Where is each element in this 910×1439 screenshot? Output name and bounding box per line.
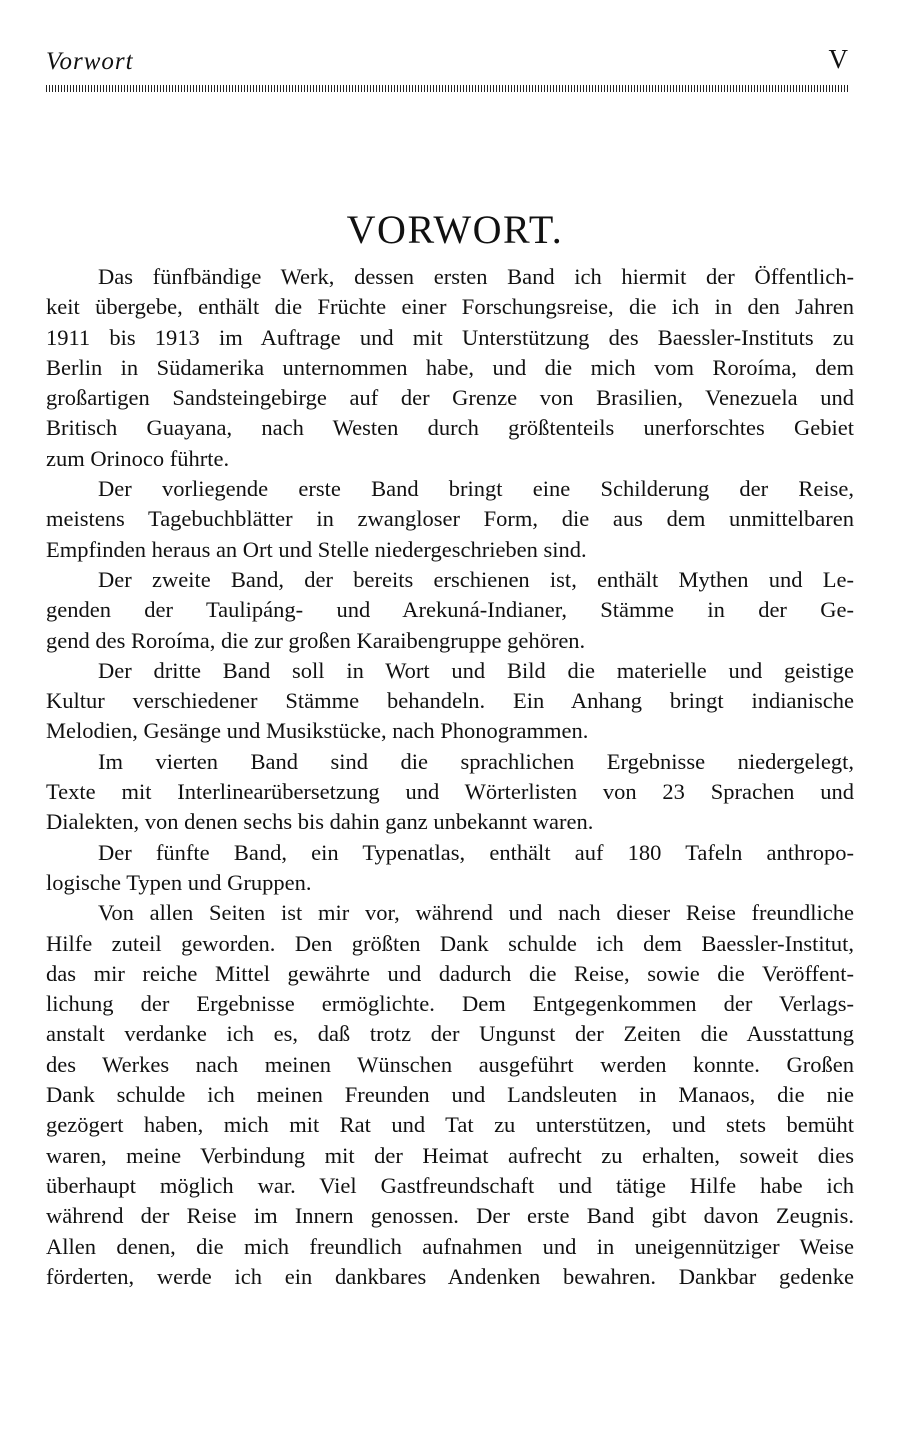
text-line: logische Typen und Gruppen. [46,869,312,895]
text-line: anstalt verdanke ich es, daß trotz der Ungunst der Zeiten die Ausstattung [46,1021,854,1047]
text-line: waren, meine Verbindung mit der Heimat aufrecht zu erhalten, soweit dies [46,1142,854,1168]
text-line: Britisch Guayana, nach Westen durch größtenteils unerforschtes Gebiet [46,415,854,441]
text-line: förderten, werde ich ein dankbares Andenken bewahren. Dankbar gedenke [46,1263,854,1289]
text-line: während der Reise im Innern genossen. Der erste Band gibt davon Zeugnis. [46,1203,854,1229]
text-line: keit übergebe, enthält die Früchte einer Forschungsreise, die ich in den Jahren [46,294,854,320]
text-line: überhaupt möglich war. Viel Gastfreundschaft und tätige Hilfe habe ich [46,1172,854,1198]
text-line: Texte mit Interlinearübersetzung und Wörterlisten von 23 Sprachen und [46,779,854,805]
text-line: des Werkes nach meinen Wünschen ausgeführt werden konnte. Großen [46,1051,854,1077]
page-number: V [828,44,848,74]
text-line: Das fünfbändige Werk, dessen ersten Band ich hiermit der Öffentlich- [98,264,854,289]
running-title: Vorwort [46,48,134,75]
text-line: Der zweite Band, der bereits erschienen ist, enthält Mythen und Le- [98,566,854,592]
text-line: Der vorliegende erste Band bringt eine Schilderung der Reise, [98,476,854,502]
text-line: Allen denen, die mich freundlich aufnahmen und in uneigennütziger Weise [46,1233,854,1259]
text-line: Melodien, Gesänge und Musikstücke, nach Phonogrammen. [46,718,589,744]
text-line: gend des Roroíma, die zur großen Karaibengruppe gehören. [46,627,586,653]
text-line: Von allen Seiten ist mir vor, während und nach dieser Reise freundliche [98,900,854,926]
text-line: Hilfe zuteil geworden. Den größten Dank schulde ich dem Baessler-Institut, [46,930,854,956]
text-line: Kultur verschiedener Stämme behandeln. Ein Anhang bringt indianische [46,688,854,714]
text-line: zum Orinoco führte. [46,445,230,471]
text-line: genden der Taulipáng- und Arekuná-Indianer, Stämme in der Ge- [46,597,854,623]
text-line: großartigen Sandsteingebirge auf der Grenze von Brasilien, Venezuela und [46,385,854,411]
chapter-title: VORWORT. [346,207,564,252]
text-line: Dank schulde ich meinen Freunden und Landsleuten in Manaos, die nie [46,1082,854,1108]
text-line: das mir reiche Mittel gewährte und dadurch die Reise, sowie die Veröffent- [46,960,854,986]
text-line: Dialekten, von denen sechs bis dahin ganz unbekannt waren. [46,809,594,835]
running-header [46,44,848,80]
text-line: Berlin in Südamerika unternommen habe, und die mich vom Roroíma, dem [46,354,854,380]
header-rule [46,85,848,92]
text-line: Der fünfte Band, ein Typenatlas, enthält auf 180 Tafeln anthropo- [98,839,854,865]
text-line: Im vierten Band sind die sprachlichen Ergebnisse niedergelegt, [98,748,854,774]
text-line: meistens Tagebuchblätter in zwangloser Form, die aus dem unmittelbaren [46,506,854,532]
text-line: Der dritte Band soll in Wort und Bild die materielle und geistige [98,657,854,683]
text-line: gezögert haben, mich mit Rat und Tat zu unterstützen, und stets bemüht [46,1112,854,1138]
text-line: lichung der Ergebnisse ermöglichte. Dem Entgegenkommen der Verlags- [46,991,854,1017]
text-line: Empfinden heraus an Ort und Stelle niedergeschrieben sind. [46,536,587,562]
text-line: 1911 bis 1913 im Auftrage und mit Unterstützung des Baessler-Instituts zu [46,324,854,350]
body-text [46,262,854,1292]
